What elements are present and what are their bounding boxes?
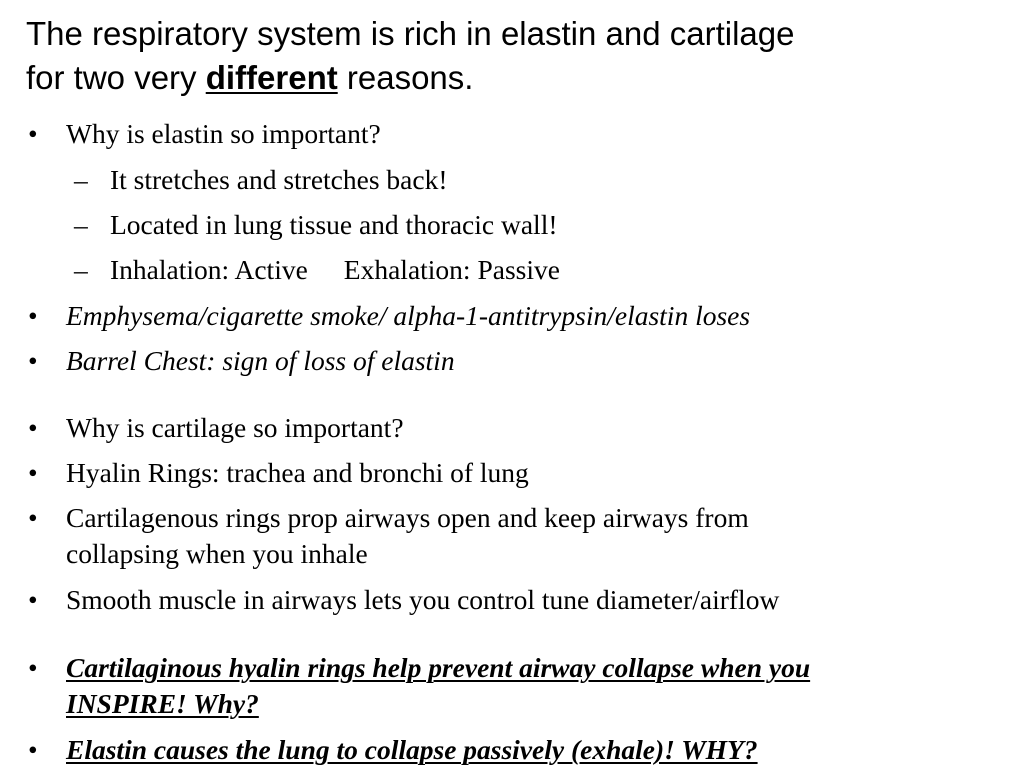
dash-marker: – (74, 254, 88, 285)
bullet-marker: • (28, 502, 38, 533)
bullet-text-line-2: collapsing when you inhale (66, 538, 368, 569)
bullet-text: Emphysema/cigarette smoke/ alpha-1-antitrypsin/elastin loses (66, 300, 751, 331)
title-emphasis: different (205, 59, 338, 96)
bullet-text: Why is cartilage so important? (66, 412, 404, 443)
sub-item-text: It stretches and stretches back! (110, 164, 448, 195)
bullet-text (66, 650, 1001, 722)
bullet-text: Elastin causes the lung to collapse passively (exhale)! WHY? (66, 734, 758, 765)
bullet-text (66, 500, 1001, 572)
bullet-text: Hyalin Rings: trachea and bronchi of lung (66, 457, 529, 488)
title-line-2-post: reasons. (337, 59, 474, 96)
bullet-marker: • (28, 584, 38, 615)
slide-title (26, 12, 1006, 100)
dash-marker: – (74, 164, 88, 195)
sub-item-text (110, 252, 1000, 288)
bullet-marker: • (28, 734, 38, 765)
bullet-text-line-2: INSPIRE! Why? (66, 688, 259, 719)
bullet-text: Barrel Chest: sign of loss of elastin (66, 345, 455, 376)
exhalation-text: Exhalation: Passive (343, 254, 560, 285)
bullet-marker: • (28, 457, 38, 488)
title-line-2-pre: for two very (26, 59, 206, 96)
bullet-marker: • (28, 118, 38, 149)
title-line-1: The respiratory system is rich in elastin and cartilage (26, 15, 795, 52)
bullet-text-line-1: Cartilaginous hyalin rings help prevent airway collapse when you (66, 652, 811, 683)
dash-marker: – (74, 209, 88, 240)
bullet-marker: • (28, 412, 38, 443)
bullet-marker: • (28, 300, 38, 331)
bullet-text: Smooth muscle in airways lets you control tune diameter/airflow (66, 584, 780, 615)
sub-item-text: Located in lung tissue and thoracic wall! (110, 209, 558, 240)
bullet-text-line-1: Cartilagenous rings prop airways open and keep airways from (66, 502, 749, 533)
bullet-marker: • (28, 652, 38, 683)
bullet-marker: • (28, 345, 38, 376)
bullet-text: Why is elastin so important? (66, 118, 381, 149)
inhalation-text: Inhalation: Active (110, 254, 308, 285)
